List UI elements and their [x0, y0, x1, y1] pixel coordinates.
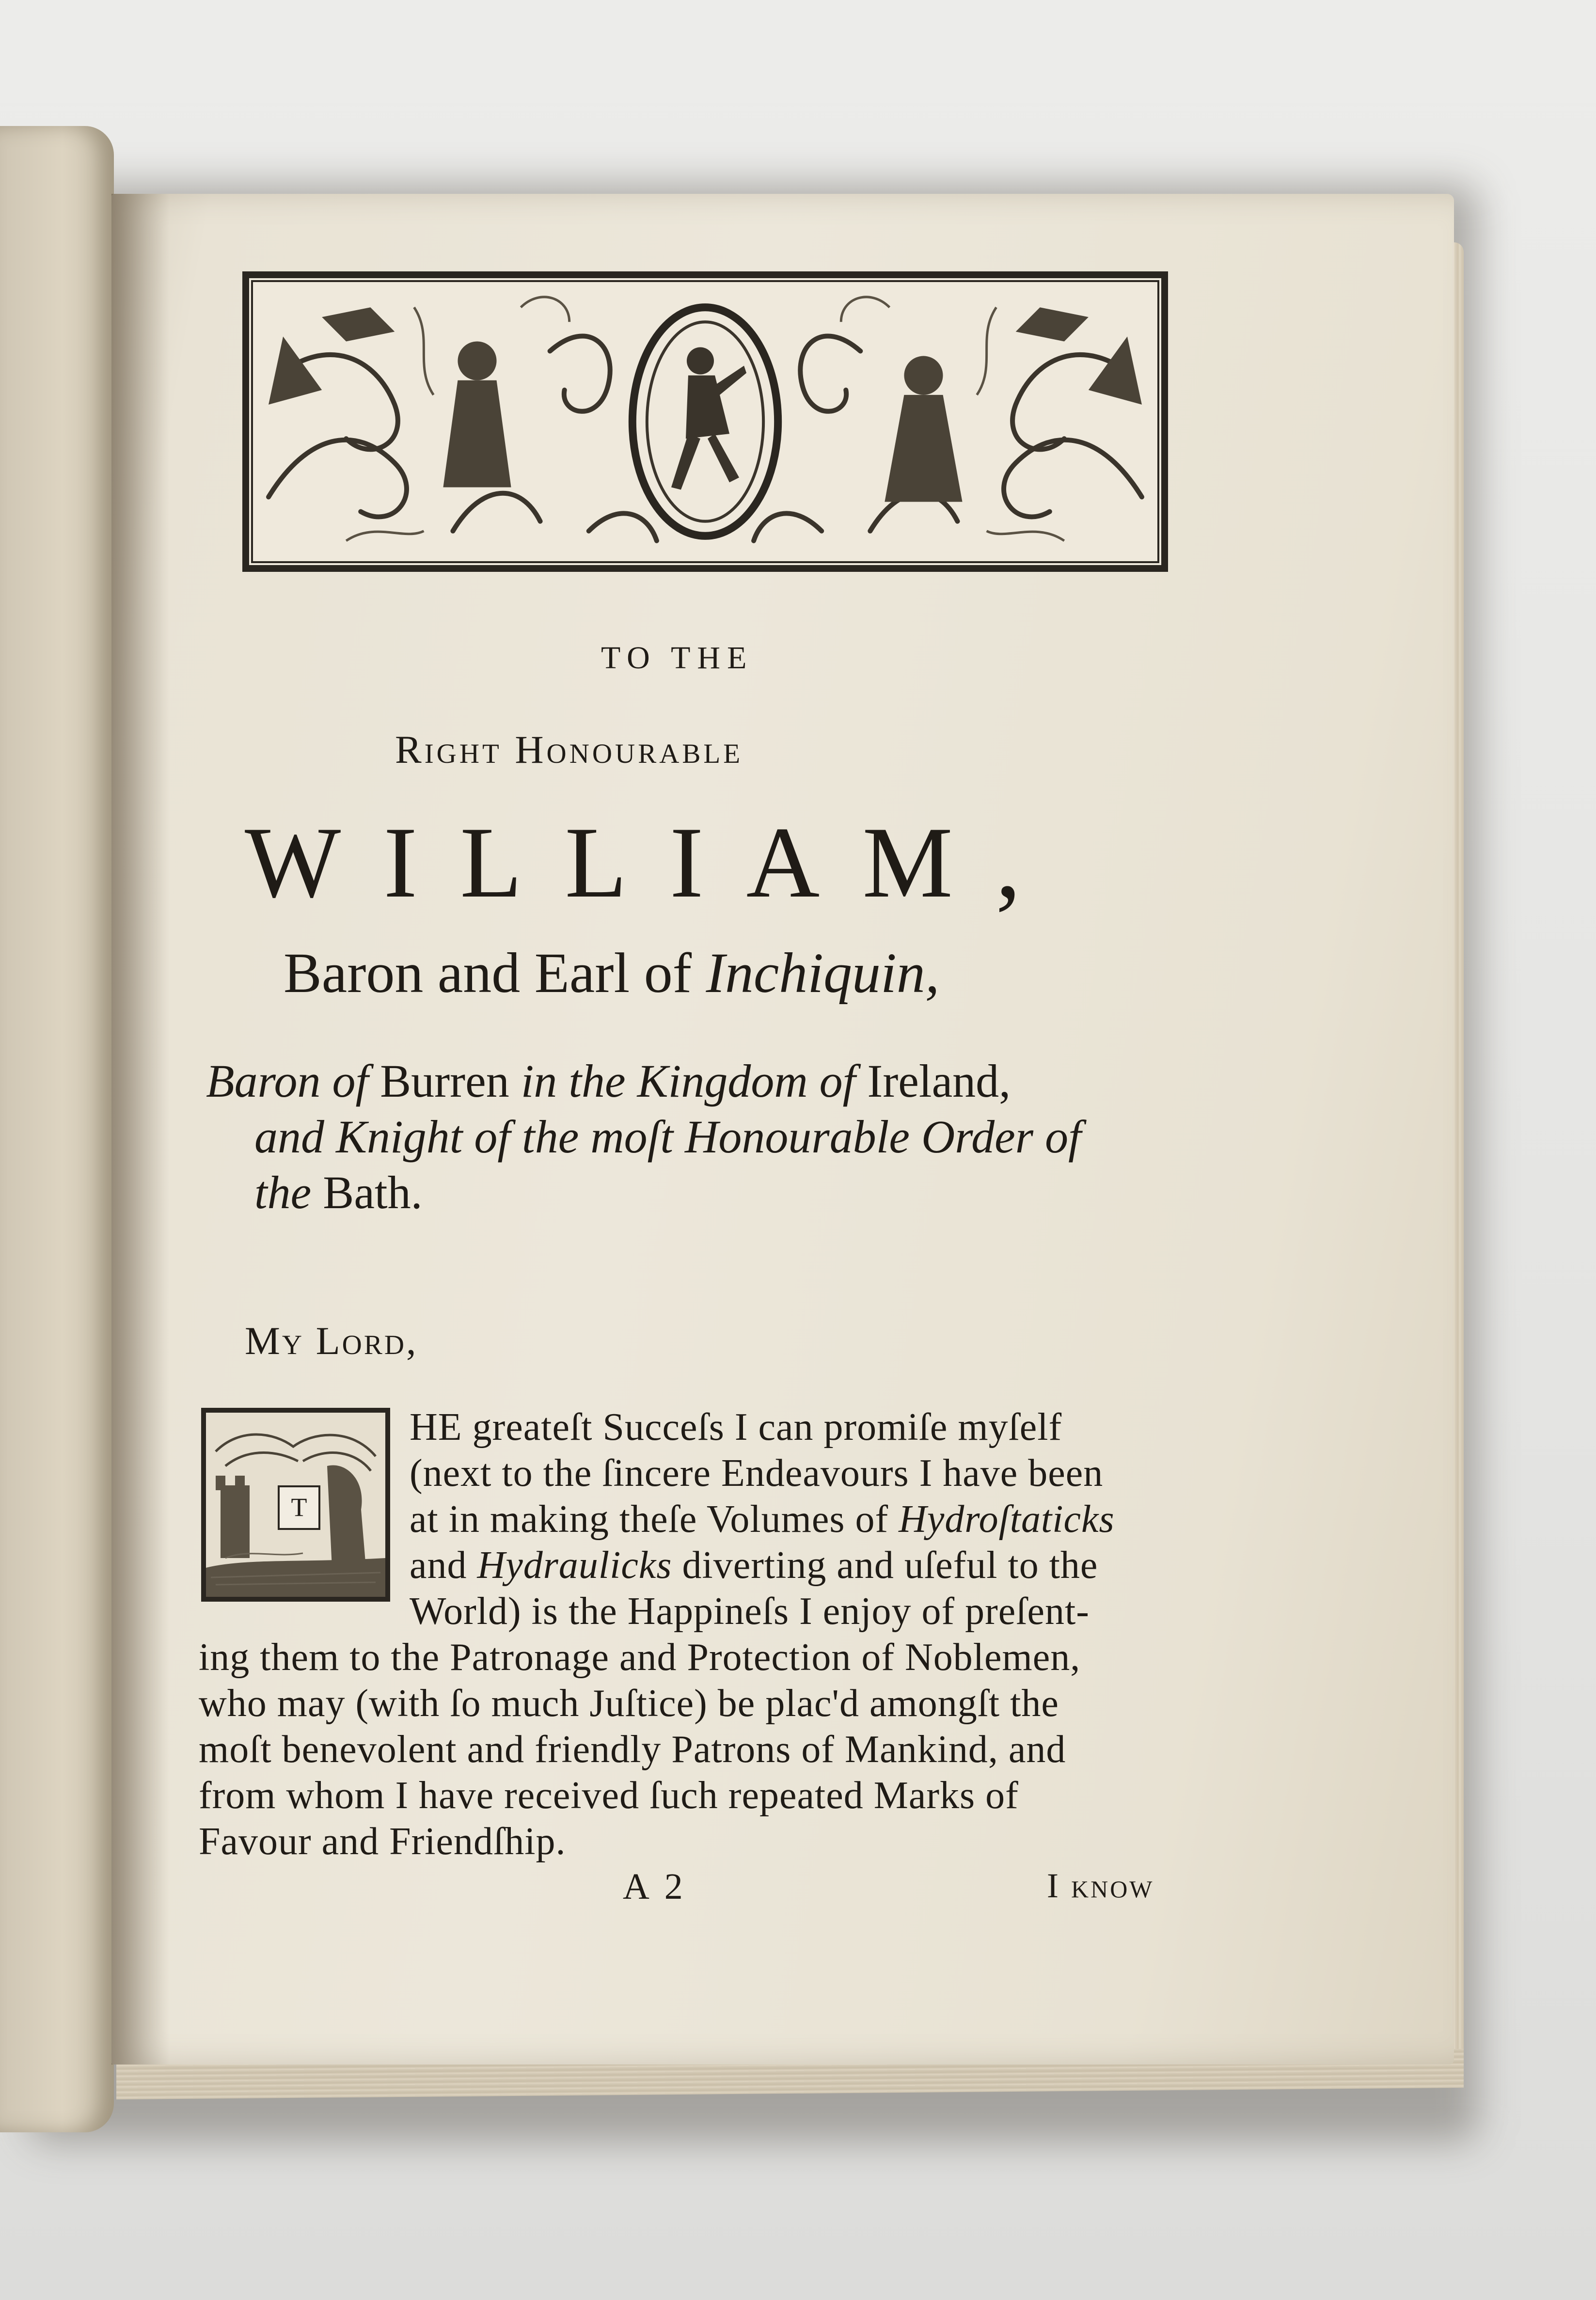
title-plain: Baron and Earl of: [284, 941, 706, 1005]
dedication-right-honourable: Right Honourable: [395, 727, 743, 772]
drop-cap-woodcut-icon: [201, 1408, 390, 1602]
letter-line: (next to the ſincere Endeavours I have been: [410, 1452, 1104, 1495]
line-text-italic: Hydraulicks: [477, 1544, 672, 1587]
dedicatee-title: [284, 940, 939, 1006]
signature-mark: A 2: [623, 1866, 687, 1907]
barony-baron: Baron: [206, 1055, 321, 1107]
letter-salutation: My Lord,: [245, 1319, 418, 1363]
drop-cap-letter: T: [278, 1485, 320, 1530]
ornamental-headpiece-icon: [242, 271, 1168, 572]
letter-line: [410, 1497, 1115, 1542]
letter-line: who may (with ſo much Juſtice) be plac'd amongſt the: [199, 1682, 1059, 1725]
line-text: and: [410, 1544, 477, 1587]
letter-line: World) is the Happineſs I enjoy of preſent-: [410, 1590, 1090, 1633]
letter-line: from whom I have received ſuch repeated Marks of: [199, 1774, 1019, 1817]
barony-of: of: [320, 1055, 380, 1107]
letter-line: ing them to the Patronage and Protection of Noblemen,: [199, 1636, 1081, 1679]
title-italic: Inchiquin,: [706, 941, 940, 1005]
line-text-italic: Hydroſtaticks: [899, 1498, 1115, 1541]
barony-ireland: Ireland,: [867, 1055, 1011, 1107]
dedicatee-bath-line: [254, 1166, 423, 1219]
catchword: I know: [1047, 1866, 1154, 1905]
dedicatee-name: WILLIAM,: [245, 806, 1064, 919]
line-text: at in making theſe Volumes of: [410, 1498, 899, 1541]
dedicatee-barony-line: [206, 1054, 1011, 1108]
letter-line: [410, 1544, 1098, 1588]
letter-line: Favour and Friendſhip.: [199, 1820, 566, 1863]
dedication-to-the: TO THE: [601, 640, 754, 676]
barony-burren: Burren: [380, 1055, 509, 1107]
barony-kingdom: in the Kingdom of: [509, 1055, 868, 1107]
bath-the: the: [254, 1166, 312, 1218]
letter-line: moſt benevolent and friendly Patrons of Mankind, and: [199, 1728, 1066, 1771]
letter-line: HE greateſt Succeſs I can promiſe myſelf: [410, 1406, 1062, 1449]
bath-word: Bath.: [311, 1166, 423, 1218]
dedicatee-knight-line: and Knight of the moſt Honourable Order of: [254, 1111, 1081, 1163]
line-text: diverting and uſeful to the: [672, 1544, 1098, 1587]
